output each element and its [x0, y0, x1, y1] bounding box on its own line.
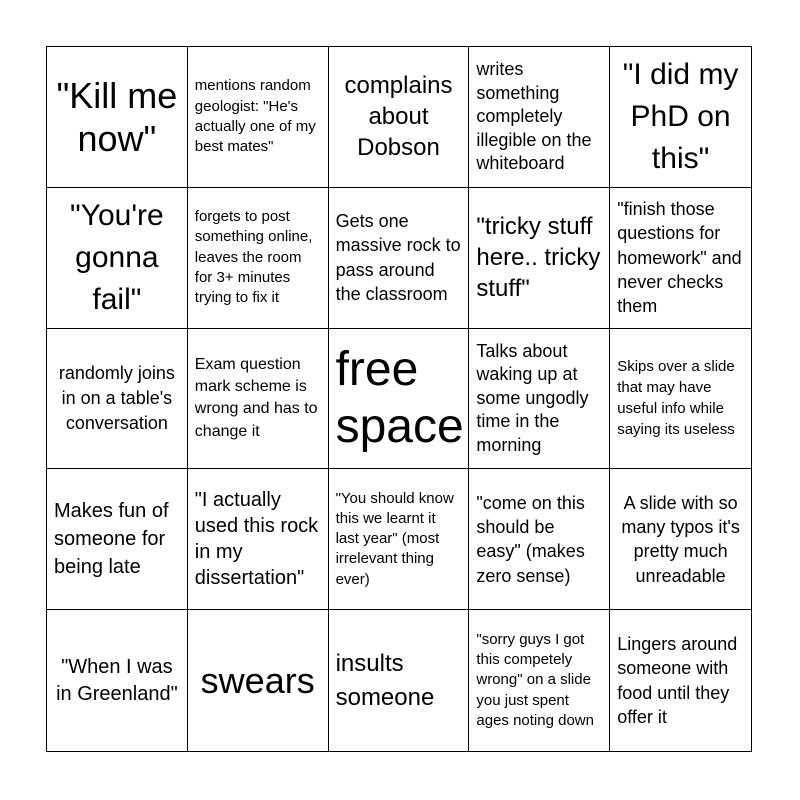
bingo-board — [46, 46, 752, 752]
bingo-cell[interactable] — [610, 469, 751, 610]
bingo-cell[interactable] — [329, 188, 470, 329]
cell-text: "You're gonna fail" — [70, 198, 164, 316]
bingo-cell[interactable] — [188, 47, 329, 188]
cell-text: Talks about waking up at some ungodly time in the morning — [476, 341, 589, 455]
cell-text: A slide with so many typos it's pretty much unreadable — [621, 492, 740, 586]
bingo-cell[interactable] — [188, 329, 329, 470]
cell-text: mentions random geologist: "He's actually one of my best mates" — [194, 77, 316, 156]
cell-text: forgets to post something online, leaves the room for 3+ minutes trying to fix it — [194, 208, 313, 307]
bingo-cell[interactable] — [610, 188, 751, 329]
bingo-cell[interactable] — [469, 610, 610, 751]
cell-text: "sorry guys I got this competely wrong" on a slide you just spent ages noting down — [476, 630, 594, 729]
cell-text: "I did my PhD on this" — [622, 57, 739, 175]
bingo-cell[interactable] — [329, 329, 470, 470]
cell-text: "You should know this we learnt it last year" (most irrelevant thing ever) — [335, 489, 454, 588]
cell-text: "I actually used this rock in my dissertation" — [194, 489, 319, 590]
bingo-cell[interactable] — [469, 188, 610, 329]
bingo-cell[interactable] — [329, 47, 470, 188]
cell-text: complains about Dobson — [344, 72, 453, 162]
bingo-cell[interactable] — [47, 610, 188, 751]
cell-text: writes something completely illegible on the whiteboard — [476, 59, 592, 173]
bingo-cell[interactable] — [610, 47, 751, 188]
bingo-cell[interactable] — [47, 47, 188, 188]
bingo-cell[interactable] — [469, 329, 610, 470]
bingo-cell[interactable] — [610, 329, 751, 470]
bingo-cell[interactable] — [47, 188, 188, 329]
cell-text: "finish those questions for homework" and never checks them — [617, 198, 742, 317]
cell-text: insults someone — [335, 650, 435, 711]
bingo-cell[interactable] — [610, 610, 751, 751]
cell-text: swears — [200, 660, 315, 701]
cell-text: randomly joins in on a table's conversation — [58, 362, 175, 434]
cell-text: Skips over a slide that may have useful info while saying its useless — [617, 358, 735, 439]
bingo-cell[interactable] — [469, 47, 610, 188]
bingo-cell[interactable] — [188, 610, 329, 751]
cell-text: Exam question mark scheme is wrong and has to change it — [194, 355, 318, 440]
bingo-cell[interactable] — [47, 469, 188, 610]
cell-text: "When I was in Greenland" — [56, 655, 178, 705]
cell-text: Lingers around someone with food until they offer it — [617, 634, 738, 727]
bingo-cell[interactable] — [47, 329, 188, 470]
bingo-cell[interactable] — [188, 469, 329, 610]
cell-text: "come on this should be easy" (makes zero sense) — [476, 492, 585, 586]
bingo-cell[interactable] — [329, 469, 470, 610]
cell-text: Gets one massive rock to pass around the classroom — [335, 211, 461, 304]
bingo-cell[interactable] — [469, 469, 610, 610]
cell-text: "tricky stuff here.. tricky stuff" — [476, 212, 601, 303]
cell-text: free space — [335, 342, 464, 454]
bingo-cell[interactable] — [329, 610, 470, 751]
bingo-cell[interactable] — [188, 188, 329, 329]
cell-text: Makes fun of someone for being late — [54, 500, 169, 579]
cell-text: "Kill me now" — [56, 74, 178, 159]
